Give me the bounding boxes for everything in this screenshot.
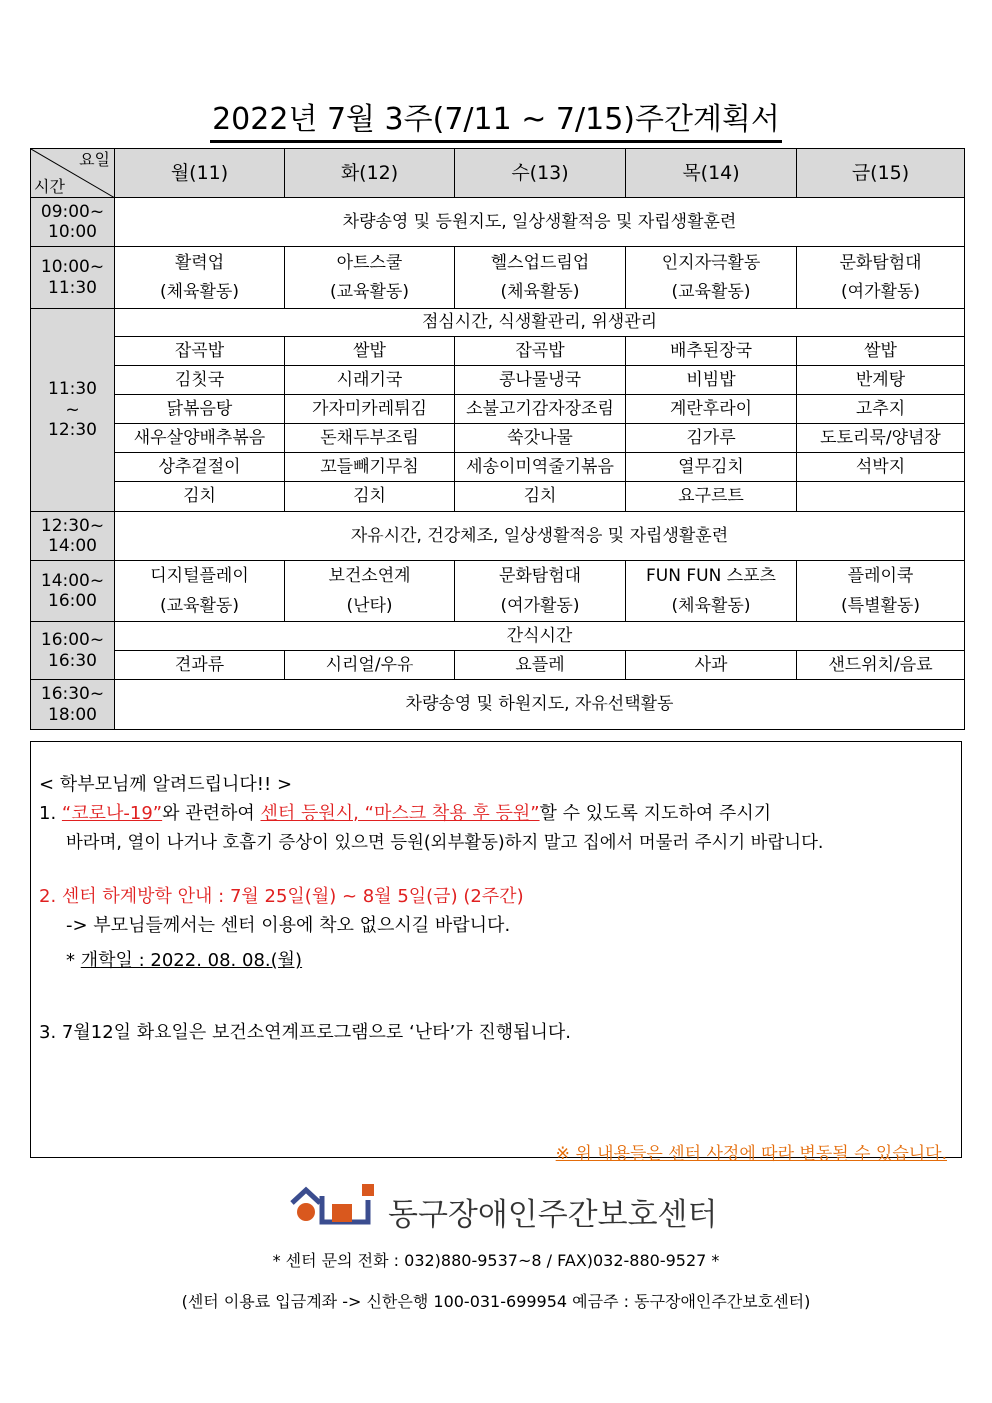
time-cell: 11:30 ~ 12:30 (31, 309, 115, 512)
menu-row (31, 395, 965, 424)
notice-box (30, 741, 962, 1164)
menu-item: 꼬들빼기무침 (285, 453, 455, 482)
menu-item: 석박지 (797, 453, 965, 482)
time-cell: 12:30~ 14:00 (31, 512, 115, 561)
menu-item: 잡곡밥 (455, 337, 626, 366)
notice-item-3: 3. 7월12일 화요일은 보건소연계프로그램으로 ‘난타’가 진행됩니다. (39, 1022, 572, 1043)
menu-item: 콩나물냉국 (455, 366, 626, 395)
activity-cell: 아트스쿨 (교육활동) (285, 247, 455, 309)
row-1400 (31, 561, 965, 622)
menu-item: 쑥갓나물 (455, 424, 626, 453)
activity-cell: 문화탐험대 (여가활동) (797, 247, 965, 309)
activity-cell: 인지자극활동 (교육활동) (626, 247, 797, 309)
menu-item: 닭볶음탕 (115, 395, 285, 424)
notice-item-1: 1. “코로나-19”와 관련하여 센터 등원시, “마스크 착용 후 등원”할 수 있도록 지도하여 주시기 (39, 803, 772, 824)
row-snack-title (31, 622, 965, 651)
center-name: 동구장애인주간보호센터 (388, 1197, 718, 1233)
lunch-title: 점심시간, 식생활관리, 위생관리 (115, 309, 965, 337)
menu-item: 돈채두부조림 (285, 424, 455, 453)
snack-item: 시리얼/우유 (285, 651, 455, 680)
notice-item-2: 2. 센터 하계방학 안내 : 7월 25일(월) ~ 8월 5일(금) (2주간) (39, 886, 524, 907)
time-cell: 16:30~ 18:00 (31, 680, 115, 730)
snack-item: 사과 (626, 651, 797, 680)
day-header-tue: 화(12) (285, 149, 455, 198)
row-lunch-title (31, 309, 965, 337)
snack-item: 견과류 (115, 651, 285, 680)
notice-item-1-line2: 바라며, 열이 나거나 호흡기 증상이 있으면 등원(외부활동)하지 말고 집에서 머물러 주시기 바랍니다. (66, 833, 824, 853)
menu-item: 세송이미역줄기볶음 (455, 453, 626, 482)
menu-item: 김가루 (626, 424, 797, 453)
activity-cell: 헬스업드림업 (체육활동) (455, 247, 626, 309)
menu-item (797, 482, 965, 512)
time-cell: 10:00~ 11:30 (31, 247, 115, 309)
header-row (31, 149, 965, 198)
snack-item: 요플레 (455, 651, 626, 680)
row-1000 (31, 247, 965, 309)
activity-span: 차량송영 및 하원지도, 자유선택활동 (115, 680, 965, 730)
menu-row (31, 453, 965, 482)
menu-item: 김치 (285, 482, 455, 512)
time-cell: 09:00~ 10:00 (31, 198, 115, 247)
menu-item: 요구르트 (626, 482, 797, 512)
menu-item: 열무김치 (626, 453, 797, 482)
center-logo-icon (288, 1182, 380, 1228)
menu-row (31, 337, 965, 366)
menu-item: 잡곡밥 (115, 337, 285, 366)
menu-item: 반계탕 (797, 366, 965, 395)
time-cell: 14:00~ 16:00 (31, 561, 115, 622)
menu-item: 상추겉절이 (115, 453, 285, 482)
activity-cell: 디지털플레이 (교육활동) (115, 561, 285, 622)
row-1630 (31, 680, 965, 730)
notice-item-2-line2: -> 부모님들께서는 센터 이용에 착오 없으시길 바랍니다. (66, 915, 511, 936)
day-header-wed: 수(13) (455, 149, 626, 198)
menu-item: 고추지 (797, 395, 965, 424)
snack-row (31, 651, 965, 680)
day-header-fri: 금(15) (797, 149, 965, 198)
menu-item: 배추된장국 (626, 337, 797, 366)
menu-item: 도토리묵/양념장 (797, 424, 965, 453)
corner-time-label: 시간 (34, 176, 65, 196)
activity-cell: 문화탐험대 (여가활동) (455, 561, 626, 622)
corner-day-label: 요일 (79, 150, 110, 169)
day-header-mon: 월(11) (115, 149, 285, 198)
activity-cell: 활력업 (체육활동) (115, 247, 285, 309)
menu-row (31, 482, 965, 512)
activity-cell: FUN FUN 스포츠 (체육활동) (626, 561, 797, 622)
activity-span: 자유시간, 건강체조, 일상생활적응 및 자립생활훈련 (115, 512, 965, 561)
activity-cell: 보건소연계 (난타) (285, 561, 455, 622)
activity-span: 차량송영 및 등원지도, 일상생활적응 및 자립생활훈련 (115, 198, 965, 247)
menu-item: 쌀밥 (285, 337, 455, 366)
notice-heading: < 학부모님께 알려드립니다!! > (39, 774, 293, 795)
menu-item: 가자미카레튀김 (285, 395, 455, 424)
menu-item: 비빔밥 (626, 366, 797, 395)
contact-info: * 센터 문의 전화 : 032)880-9537~8 / FAX)032-880-9527 * (272, 1251, 720, 1270)
snack-item: 샌드위치/음료 (797, 651, 965, 680)
notice-item-2-line3: * 개학일 : 2022. 08. 08.(월) (66, 950, 303, 971)
menu-item: 김치 (455, 482, 626, 512)
snack-title: 간식시간 (115, 622, 965, 651)
menu-item: 쌀밥 (797, 337, 965, 366)
menu-item: 김치 (115, 482, 285, 512)
menu-item: 새우살양배추볶음 (115, 424, 285, 453)
page-title: 2022년 7월 3주(7/11 ~ 7/15)주간계획서 (0, 94, 992, 138)
bank-info: (센터 이용료 입금계좌 -> 신한은행 100-031-699954 예금주 : 동구장애인주간보호센터) (181, 1292, 811, 1311)
menu-item: 김칫국 (115, 366, 285, 395)
weekly-plan-table (30, 148, 965, 730)
row-0900 (31, 198, 965, 247)
menu-row (31, 366, 965, 395)
menu-item: 계란후라이 (626, 395, 797, 424)
menu-item: 소불고기감자장조림 (455, 395, 626, 424)
menu-item: 시래기국 (285, 366, 455, 395)
notice-disclaimer: ※ 위 내용들은 센터 사정에 따라 변동될 수 있습니다. (555, 1144, 947, 1164)
activity-cell: 플레이쿡 (특별활동) (797, 561, 965, 622)
day-header-thu: 목(14) (626, 149, 797, 198)
time-cell: 16:00~ 16:30 (31, 622, 115, 680)
menu-row (31, 424, 965, 453)
day-time-corner (31, 149, 115, 198)
row-1230 (31, 512, 965, 561)
